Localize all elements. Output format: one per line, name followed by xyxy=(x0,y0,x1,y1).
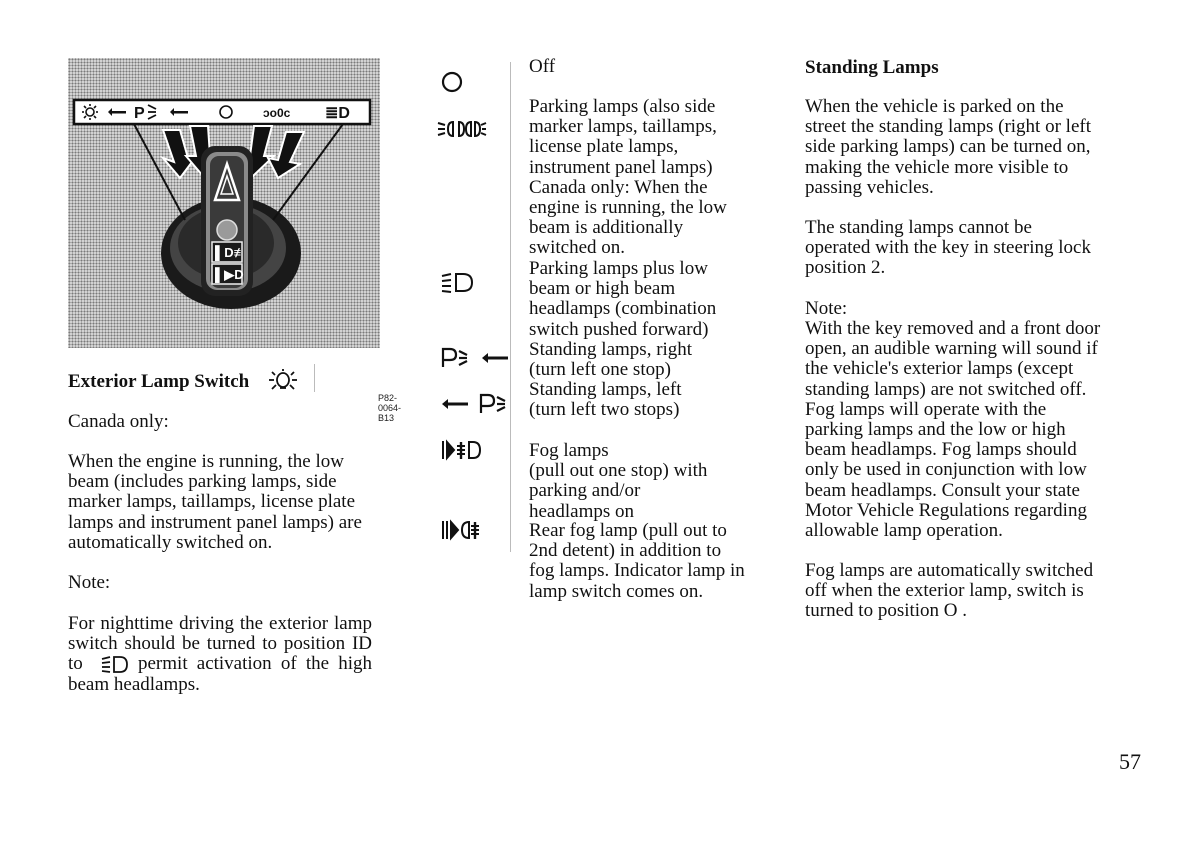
heading-divider xyxy=(314,364,315,392)
text-line: open, an audible warning will sound if xyxy=(805,338,1098,360)
page-number: 57 xyxy=(1119,749,1141,774)
text-line: Canada only: When the xyxy=(529,176,708,198)
left-paragraph-2 xyxy=(68,614,372,695)
text-line: beam or high beam xyxy=(529,278,676,300)
right-paragraph-4 xyxy=(805,561,1093,622)
text-line: With the key removed and a front door xyxy=(805,318,1101,339)
text-line: engine is running, the low xyxy=(529,197,727,219)
text-line: making the vehicle more visible to xyxy=(805,156,1069,178)
text-line: street the standing lamps (right or left xyxy=(805,116,1091,138)
svg-text:P: P xyxy=(134,105,145,122)
low-beam-icon xyxy=(441,271,475,293)
text-line: When the vehicle is parked on the xyxy=(805,96,1064,117)
symbol-column-divider xyxy=(510,62,511,552)
text-line: parking lamps and the low or high xyxy=(805,419,1066,441)
fog-lamps-description xyxy=(529,441,707,522)
text-line: 2nd detent) in addition to xyxy=(529,540,722,562)
text-line: The standing lamps cannot be xyxy=(805,217,1032,238)
text-line: lamps and instrument panel lamps) are xyxy=(68,511,362,533)
text-line: marker lamps, taillamps, xyxy=(529,116,717,138)
standing-lamps-heading: Standing Lamps xyxy=(805,57,939,78)
text-line: (pull out one stop) with xyxy=(529,460,708,482)
text-line: headlamps on xyxy=(529,500,635,522)
text-line: allowable lamp operation. xyxy=(805,520,1003,542)
exterior-lamp-switch-heading: Exterior Lamp Switch xyxy=(68,371,250,392)
text-line: switch pushed forward) xyxy=(529,318,709,340)
text-line: headlamps (combination xyxy=(529,298,717,320)
text-line: Rear fog lamp (pull out to xyxy=(529,520,727,541)
off-icon xyxy=(440,70,464,94)
text-line: lamp switch comes on. xyxy=(529,580,704,602)
text-line: For nighttime driving the exterior lamp xyxy=(68,613,372,634)
text-line: switched on. xyxy=(529,237,626,259)
text-line: beam headlamps. xyxy=(68,673,200,695)
exterior-lamp-icon xyxy=(266,368,300,394)
text-line: Fog lamps xyxy=(529,440,609,461)
text-line: only be used in conjunction with low xyxy=(805,459,1087,481)
text-line: beam headlamps. Fog lamps should xyxy=(805,439,1077,461)
text-line: Standing lamps, right xyxy=(529,339,693,360)
text-line: parking and/or xyxy=(529,480,641,502)
parking-lamps-icon xyxy=(437,118,487,140)
parking-lamps-description xyxy=(529,97,727,259)
rear-fog-lamp-icon xyxy=(441,519,483,541)
svg-text:▌D≢: ▌D≢ xyxy=(215,245,247,260)
text-line: off when the exterior lamp, switch is xyxy=(805,580,1084,602)
right-paragraph-3 xyxy=(805,319,1100,541)
text-line: Motor Vehicle Regulations regarding xyxy=(805,499,1087,521)
text-line: passing vehicles. xyxy=(805,176,934,198)
text-line: (turn left one stop) xyxy=(529,359,671,381)
low-beam-description xyxy=(529,259,716,340)
text-line: switch should be turned to position ID xyxy=(68,633,372,655)
left-note-label: Note: xyxy=(68,572,111,593)
text-line: beam headlamps. Consult your state xyxy=(805,479,1080,501)
text-line: fog lamps. Indicator lamp in xyxy=(529,560,745,582)
text-line: side parking lamps) can be turned on, xyxy=(805,136,1091,158)
standing-left-description xyxy=(529,380,682,420)
text-line: operated with the key in steering lock xyxy=(805,237,1091,259)
text-fragment: permit activation of the high xyxy=(138,653,372,675)
text-line: license plate lamps, xyxy=(529,136,679,158)
fog-lamps-icon xyxy=(441,439,483,461)
standing-lamps-right-icon xyxy=(440,346,510,370)
text-line: position 2. xyxy=(805,257,886,279)
text-line-with-icon xyxy=(68,654,372,674)
text-line: (turn left two stops) xyxy=(529,399,680,421)
svg-text:≣D: ≣D xyxy=(325,105,350,122)
svg-text:ɔo0c: ɔo0c xyxy=(263,106,291,120)
text-line: turned to position O . xyxy=(805,600,968,622)
standing-lamps-left-icon xyxy=(440,392,510,416)
svg-text:▌▶D: ▌▶D xyxy=(215,267,244,282)
text-line: Parking lamps plus low xyxy=(529,258,708,279)
standing-right-description xyxy=(529,340,692,380)
off-label: Off xyxy=(529,56,556,77)
text-line: Parking lamps (also side xyxy=(529,96,716,117)
text-line: Fog lamps will operate with the xyxy=(805,398,1047,420)
text-line: beam (includes parking lamps, side xyxy=(68,471,337,493)
text-line: beam is additionally xyxy=(529,217,684,239)
text-line: When the engine is running, the low xyxy=(68,451,344,472)
canada-only-label: Canada only: xyxy=(68,411,169,432)
rear-fog-description xyxy=(529,521,745,602)
figure-caption: P82-0064-B13 xyxy=(378,393,402,423)
text-line: automatically switched on. xyxy=(68,531,273,553)
text-line: the vehicle's exterior lamps (except xyxy=(805,358,1074,380)
lamp-switch-drawing xyxy=(68,58,380,348)
low-beam-icon xyxy=(100,655,130,678)
text-line: instrument panel lamps) xyxy=(529,156,713,178)
text-line: marker lamps, taillamps, license plate xyxy=(68,491,356,513)
text-line: Fog lamps are automatically switched xyxy=(805,560,1094,581)
right-note-label: Note: xyxy=(805,298,848,319)
text-line: Standing lamps, left xyxy=(529,379,682,400)
left-paragraph-1 xyxy=(68,452,378,553)
text-line: standing lamps) are not switched off. xyxy=(805,378,1087,400)
right-paragraph-2 xyxy=(805,218,1091,279)
text-fragment: to xyxy=(68,653,83,675)
right-paragraph-1 xyxy=(805,97,1091,198)
